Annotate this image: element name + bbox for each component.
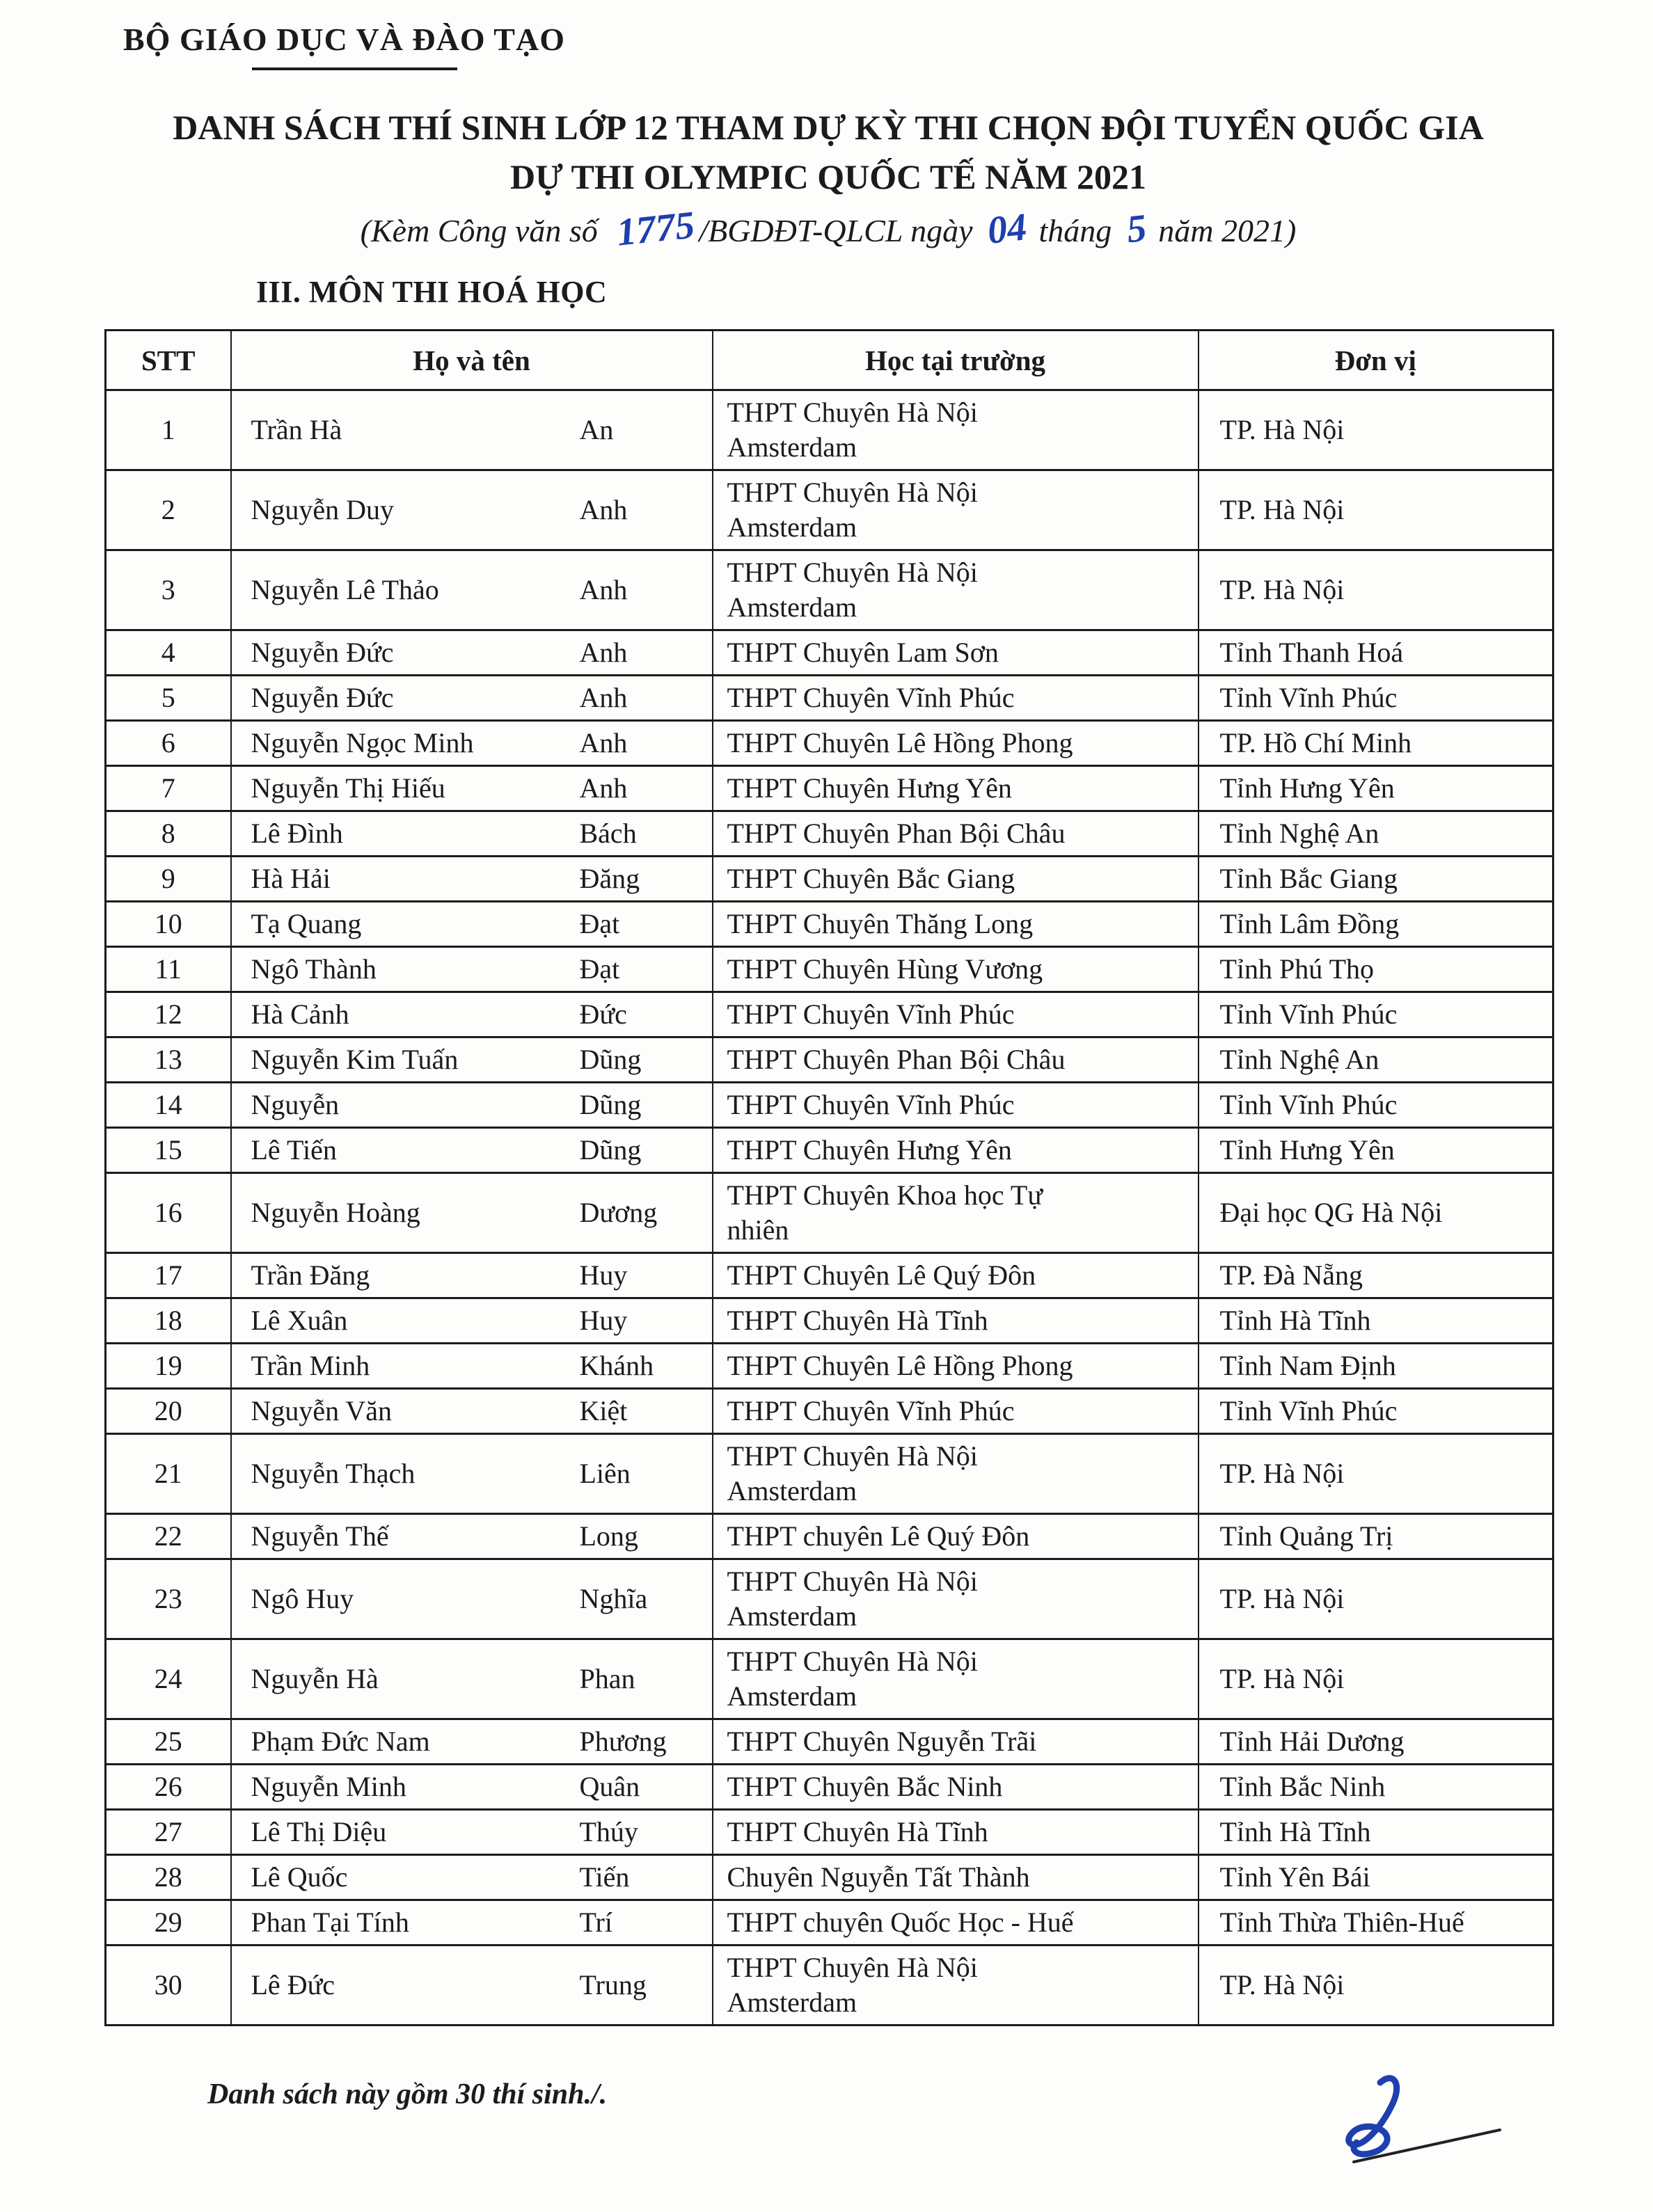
row-given-name: Long — [579, 1520, 638, 1552]
row-given-name: Anh — [579, 494, 628, 525]
row-school: THPT Chuyên Hà Nội Amsterdam — [713, 1434, 1199, 1514]
signature-mark — [1326, 2070, 1576, 2195]
table-row — [106, 1389, 1553, 1434]
row-school: THPT Chuyên Bắc Ninh — [713, 1765, 1199, 1810]
footer-note: Danh sách này gồm 30 thí sinh./. — [207, 2078, 608, 2110]
row-school: THPT Chuyên Hà Tĩnh — [713, 1298, 1199, 1344]
row-family-name: Trần Đăng — [251, 1259, 370, 1291]
col-header-stt: STT — [106, 331, 231, 390]
table-row — [106, 550, 1553, 630]
row-family-name: Hà Hải — [251, 863, 331, 894]
col-header-name: Họ và tên — [231, 331, 713, 390]
row-stt: 28 — [106, 1855, 231, 1900]
handwritten-document-number: 1775 — [615, 203, 697, 255]
row-family-name: Nguyễn Ngọc Minh — [251, 727, 474, 758]
row-given-name: An — [579, 414, 614, 445]
students-table — [104, 329, 1554, 2026]
row-school: THPT Chuyên Hà Nội Amsterdam — [713, 550, 1199, 630]
row-stt: 8 — [106, 811, 231, 857]
row-given-name: Huy — [579, 1305, 628, 1336]
row-school: THPT Chuyên Vĩnh Phúc — [713, 1389, 1199, 1434]
row-stt: 29 — [106, 1900, 231, 1946]
row-stt: 2 — [106, 470, 231, 550]
section-heading: III. MÔN THI HOÁ HỌC — [256, 275, 608, 309]
row-unit: Tỉnh Hưng Yên — [1199, 766, 1553, 811]
row-given-name: Quân — [579, 1771, 640, 1802]
row-stt: 23 — [106, 1559, 231, 1639]
row-school: THPT Chuyên Hà Nội Amsterdam — [713, 1946, 1199, 2026]
row-stt: 19 — [106, 1344, 231, 1389]
table-row — [106, 1810, 1553, 1855]
row-school: THPT chuyên Quốc Học - Huế — [713, 1900, 1199, 1946]
row-unit: TP. Hà Nội — [1199, 390, 1553, 470]
row-given-name: Liên — [579, 1458, 631, 1489]
table-row — [106, 721, 1553, 766]
ministry-title: BỘ GIÁO DỤC VÀ ĐÀO TẠO — [123, 22, 565, 57]
row-family-name: Lê Đức — [251, 1969, 335, 2000]
table-row — [106, 1434, 1553, 1514]
row-family-name: Lê Thị Diệu — [251, 1816, 387, 1847]
row-unit: TP. Hà Nội — [1199, 1559, 1553, 1639]
row-given-name: Đạt — [579, 908, 620, 939]
row-unit: Tỉnh Yên Bái — [1199, 1855, 1553, 1900]
row-name — [231, 550, 713, 630]
row-unit: Tỉnh Bắc Ninh — [1199, 1765, 1553, 1810]
row-stt: 6 — [106, 721, 231, 766]
row-family-name: Nguyễn Thế — [251, 1520, 389, 1552]
row-stt: 17 — [106, 1253, 231, 1298]
row-name — [231, 1559, 713, 1639]
row-stt: 9 — [106, 857, 231, 902]
ministry-underline — [252, 67, 457, 70]
row-stt: 16 — [106, 1173, 231, 1253]
table-row — [106, 1719, 1553, 1765]
row-given-name: Đăng — [579, 863, 640, 894]
col-header-school: Học tại trường — [713, 331, 1199, 390]
table-row — [106, 1128, 1553, 1173]
row-school: THPT Chuyên Hưng Yên — [713, 1128, 1199, 1173]
row-name — [231, 1083, 713, 1128]
row-unit: Tỉnh Lâm Đồng — [1199, 902, 1553, 947]
subtitle-suffix: năm 2021) — [1158, 213, 1297, 248]
row-name — [231, 390, 713, 470]
row-name — [231, 1810, 713, 1855]
row-given-name: Khánh — [579, 1350, 654, 1381]
row-stt: 13 — [106, 1037, 231, 1083]
row-given-name: Anh — [579, 682, 628, 713]
row-given-name: Anh — [579, 727, 628, 758]
row-name — [231, 1639, 713, 1719]
col-header-unit: Đơn vị — [1199, 331, 1553, 390]
row-given-name: Kiệt — [579, 1395, 628, 1426]
row-name — [231, 1855, 713, 1900]
table-body — [106, 390, 1553, 2026]
row-unit: TP. Đà Nẵng — [1199, 1253, 1553, 1298]
row-unit: Tỉnh Vĩnh Phúc — [1199, 676, 1553, 721]
row-name — [231, 902, 713, 947]
row-unit: TP. Hà Nội — [1199, 1946, 1553, 2026]
row-school: THPT Chuyên Lê Quý Đôn — [713, 1253, 1199, 1298]
table-row — [106, 470, 1553, 550]
row-given-name: Dũng — [579, 1134, 642, 1165]
table-row — [106, 676, 1553, 721]
row-unit: TP. Hà Nội — [1199, 1639, 1553, 1719]
row-name — [231, 1037, 713, 1083]
row-unit: Tỉnh Quảng Trị — [1199, 1514, 1553, 1559]
row-family-name: Trần Minh — [251, 1350, 370, 1381]
row-unit: TP. Hà Nội — [1199, 1434, 1553, 1514]
row-school: THPT Chuyên Hà Nội Amsterdam — [713, 470, 1199, 550]
row-unit: Tỉnh Phú Thọ — [1199, 947, 1553, 992]
row-stt: 10 — [106, 902, 231, 947]
row-given-name: Thúy — [579, 1816, 638, 1847]
row-family-name: Ngô Thành — [251, 953, 377, 985]
document-title-line2: DỰ THI OLYMPIC QUỐC TẾ NĂM 2021 — [510, 157, 1146, 196]
table-row — [106, 1253, 1553, 1298]
table-row — [106, 902, 1553, 947]
table-row — [106, 1900, 1553, 1946]
row-school: THPT Chuyên Vĩnh Phúc — [713, 1083, 1199, 1128]
row-school: THPT Chuyên Vĩnh Phúc — [713, 992, 1199, 1037]
table-row — [106, 390, 1553, 470]
row-stt: 20 — [106, 1389, 231, 1434]
row-unit: Tỉnh Hà Tĩnh — [1199, 1298, 1553, 1344]
row-unit: Tỉnh Thừa Thiên-Huế — [1199, 1900, 1553, 1946]
row-unit: Đại học QG Hà Nội — [1199, 1173, 1553, 1253]
row-unit: Tỉnh Hưng Yên — [1199, 1128, 1553, 1173]
row-given-name: Huy — [579, 1259, 628, 1291]
row-family-name: Nguyễn Kim Tuấn — [251, 1044, 459, 1075]
row-given-name: Đức — [579, 998, 627, 1030]
row-name — [231, 470, 713, 550]
row-name — [231, 721, 713, 766]
row-stt: 30 — [106, 1946, 231, 2026]
table-row — [106, 1765, 1553, 1810]
row-school: THPT Chuyên Phan Bội Châu — [713, 811, 1199, 857]
row-stt: 5 — [106, 676, 231, 721]
row-stt: 4 — [106, 630, 231, 676]
row-school: THPT Chuyên Hà Nội Amsterdam — [713, 1639, 1199, 1719]
row-name — [231, 1719, 713, 1765]
row-school: THPT Chuyên Hà Nội Amsterdam — [713, 1559, 1199, 1639]
handwritten-day: 04 — [985, 205, 1029, 253]
row-unit: Tỉnh Nam Định — [1199, 1344, 1553, 1389]
row-unit: Tỉnh Thanh Hoá — [1199, 630, 1553, 676]
row-stt: 24 — [106, 1639, 231, 1719]
row-given-name: Anh — [579, 574, 628, 605]
table-row — [106, 992, 1553, 1037]
subtitle-mid2: tháng — [1038, 213, 1112, 248]
table-row — [106, 1344, 1553, 1389]
row-stt: 7 — [106, 766, 231, 811]
table-row — [106, 1946, 1553, 2026]
row-family-name: Lê Đình — [251, 818, 343, 849]
row-stt: 3 — [106, 550, 231, 630]
row-school: Chuyên Nguyễn Tất Thành — [713, 1855, 1199, 1900]
row-name — [231, 857, 713, 902]
row-name — [231, 766, 713, 811]
row-name — [231, 1344, 713, 1389]
row-stt: 18 — [106, 1298, 231, 1344]
table-row — [106, 1298, 1553, 1344]
table-row — [106, 1037, 1553, 1083]
table-row — [106, 947, 1553, 992]
row-family-name: Hà Cảnh — [251, 998, 349, 1030]
row-name — [231, 1765, 713, 1810]
table-header-row — [106, 331, 1553, 390]
row-name — [231, 992, 713, 1037]
row-stt: 15 — [106, 1128, 231, 1173]
row-stt: 25 — [106, 1719, 231, 1765]
row-family-name: Nguyễn Thạch — [251, 1458, 416, 1489]
row-family-name: Tạ Quang — [251, 908, 362, 939]
row-given-name: Dũng — [579, 1089, 642, 1120]
row-school: THPT Chuyên Hùng Vương — [713, 947, 1199, 992]
row-stt: 27 — [106, 1810, 231, 1855]
row-school: THPT Chuyên Lê Hồng Phong — [713, 721, 1199, 766]
row-school: THPT Chuyên Hà Tĩnh — [713, 1810, 1199, 1855]
row-given-name: Trí — [579, 1907, 612, 1938]
row-school: THPT Chuyên Lê Hồng Phong — [713, 1344, 1199, 1389]
subtitle-prefix: (Kèm Công văn số — [360, 213, 598, 248]
row-unit: TP. Hà Nội — [1199, 470, 1553, 550]
table-row — [106, 766, 1553, 811]
row-given-name: Dũng — [579, 1044, 642, 1075]
row-given-name: Anh — [579, 637, 628, 668]
row-family-name: Trần Hà — [251, 414, 342, 445]
row-unit: Tỉnh Hải Dương — [1199, 1719, 1553, 1765]
row-school: THPT Chuyên Hưng Yên — [713, 766, 1199, 811]
row-stt: 14 — [106, 1083, 231, 1128]
row-family-name: Nguyễn Lê Thảo — [251, 574, 439, 605]
row-family-name: Ngô Huy — [251, 1583, 354, 1614]
row-family-name: Nguyễn — [251, 1089, 340, 1120]
row-name — [231, 947, 713, 992]
row-name — [231, 1900, 713, 1946]
row-name — [231, 1389, 713, 1434]
table-row — [106, 857, 1553, 902]
row-stt: 22 — [106, 1514, 231, 1559]
row-stt: 11 — [106, 947, 231, 992]
row-family-name: Nguyễn Duy — [251, 494, 395, 525]
row-family-name: Lê Quốc — [251, 1861, 348, 1893]
table-row — [106, 1855, 1553, 1900]
row-stt: 21 — [106, 1434, 231, 1514]
row-unit: Tỉnh Bắc Giang — [1199, 857, 1553, 902]
row-stt: 12 — [106, 992, 231, 1037]
row-unit: Tỉnh Nghệ An — [1199, 811, 1553, 857]
row-family-name: Nguyễn Thị Hiếu — [251, 772, 445, 804]
row-unit: Tỉnh Vĩnh Phúc — [1199, 1389, 1553, 1434]
row-name — [231, 1434, 713, 1514]
row-school: THPT chuyên Lê Quý Đôn — [713, 1514, 1199, 1559]
row-school: THPT Chuyên Phan Bội Châu — [713, 1037, 1199, 1083]
row-name — [231, 1253, 713, 1298]
row-given-name: Tiến — [579, 1861, 630, 1893]
row-name — [231, 1128, 713, 1173]
table-row — [106, 1559, 1553, 1639]
row-family-name: Nguyễn Hoàng — [251, 1197, 420, 1228]
row-unit: Tỉnh Hà Tĩnh — [1199, 1810, 1553, 1855]
table-row — [106, 811, 1553, 857]
row-family-name: Nguyễn Hà — [251, 1663, 379, 1694]
row-school: THPT Chuyên Bắc Giang — [713, 857, 1199, 902]
document-subtitle — [104, 203, 1552, 255]
row-school: THPT Chuyên Lam Sơn — [713, 630, 1199, 676]
table-row — [106, 630, 1553, 676]
row-given-name: Nghĩa — [579, 1583, 648, 1614]
row-name — [231, 676, 713, 721]
row-given-name: Đạt — [579, 953, 620, 985]
document-title-line1: DANH SÁCH THÍ SINH LỚP 12 THAM DỰ KỲ THI CHỌN ĐỘI TUYỂN QUỐC GIA — [173, 108, 1484, 147]
table-row — [106, 1173, 1553, 1253]
row-unit: TP. Hồ Chí Minh — [1199, 721, 1553, 766]
row-stt: 26 — [106, 1765, 231, 1810]
row-given-name: Phan — [579, 1663, 635, 1694]
row-school: THPT Chuyên Vĩnh Phúc — [713, 676, 1199, 721]
row-family-name: Nguyễn Đức — [251, 682, 394, 713]
handwritten-month: 5 — [1124, 206, 1148, 252]
subtitle-mid: /BGDĐT-QLCL ngày — [699, 213, 973, 248]
row-name — [231, 1514, 713, 1559]
ministry-header-block — [123, 21, 610, 70]
row-given-name: Bách — [579, 818, 637, 849]
row-school: THPT Chuyên Khoa học Tự nhiên — [713, 1173, 1199, 1253]
row-given-name: Anh — [579, 772, 628, 804]
row-family-name: Nguyễn Đức — [251, 637, 394, 668]
row-unit: Tỉnh Vĩnh Phúc — [1199, 992, 1553, 1037]
row-name — [231, 811, 713, 857]
row-family-name: Nguyễn Văn — [251, 1395, 393, 1426]
row-family-name: Lê Tiến — [251, 1134, 337, 1165]
row-name — [231, 1173, 713, 1253]
row-family-name: Lê Xuân — [251, 1305, 348, 1336]
row-unit: Tỉnh Nghệ An — [1199, 1037, 1553, 1083]
row-unit: TP. Hà Nội — [1199, 550, 1553, 630]
row-given-name: Trung — [579, 1969, 647, 2000]
row-family-name: Nguyễn Minh — [251, 1771, 406, 1802]
row-family-name: Phan Tại Tính — [251, 1907, 409, 1938]
row-school: THPT Chuyên Thăng Long — [713, 902, 1199, 947]
row-unit: Tỉnh Vĩnh Phúc — [1199, 1083, 1553, 1128]
row-given-name: Phương — [579, 1726, 667, 1757]
row-school: THPT Chuyên Hà Nội Amsterdam — [713, 390, 1199, 470]
row-family-name: Phạm Đức Nam — [251, 1726, 430, 1757]
row-given-name: Dương — [579, 1197, 658, 1228]
table-row — [106, 1083, 1553, 1128]
table-row — [106, 1639, 1553, 1719]
row-stt: 1 — [106, 390, 231, 470]
table-row — [106, 1514, 1553, 1559]
row-school: THPT Chuyên Nguyễn Trãi — [713, 1719, 1199, 1765]
row-name — [231, 1298, 713, 1344]
row-name — [231, 1946, 713, 2026]
row-name — [231, 630, 713, 676]
